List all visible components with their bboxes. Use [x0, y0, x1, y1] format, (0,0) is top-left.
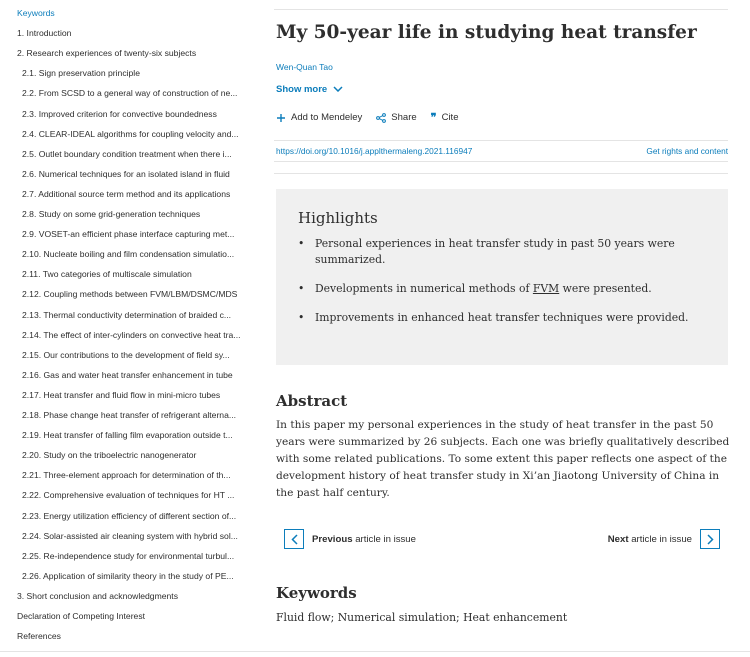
bottom-divider: [0, 651, 750, 652]
outline-item[interactable]: 2.13. Thermal conductivity determination of braided c...: [22, 309, 232, 320]
outline-item[interactable]: 2.16. Gas and water heat transfer enhancement in tube: [22, 369, 233, 380]
highlights-panel: [276, 189, 728, 365]
rights-link[interactable]: Get rights and content: [646, 146, 728, 156]
outline-item[interactable]: 2.26. Application of similarity theory in the study of PE...: [22, 570, 234, 581]
outline-item[interactable]: 2.8. Study on some grid-generation techniques: [22, 209, 201, 219]
outline-item[interactable]: 2.19. Heat transfer of falling film evaporation outside t...: [22, 430, 233, 441]
add-to-mendeley-button[interactable]: [276, 112, 362, 123]
outline-item[interactable]: 2.24. Solar-assisted air cleaning system with hybrid sol...: [22, 530, 238, 541]
next-article-button[interactable]: [608, 529, 720, 549]
outline-item[interactable]: 2. Research experiences of twenty-six subjects: [17, 48, 197, 59]
outline-item[interactable]: 2.22. Comprehensive evaluation of techniques for HT ...: [22, 490, 235, 501]
outline-item[interactable]: 2.23. Energy utilization efficiency of different section of...: [22, 510, 237, 521]
next-bold: Next: [607, 533, 629, 545]
highlight-item: [298, 281, 706, 297]
outline-item[interactable]: References: [17, 631, 61, 642]
outline-item[interactable]: 2.6. Numerical techniques for an isolated island in fluid: [22, 168, 230, 179]
outline-item[interactable]: 3. Short conclusion and acknowledgments: [17, 590, 178, 601]
share-icon: [376, 113, 386, 123]
abstract-heading: Abstract: [276, 392, 348, 410]
author-link[interactable]: Wen-Quan Tao: [276, 62, 333, 72]
chevron-left-icon: [284, 529, 304, 549]
section-divider: [274, 173, 728, 174]
next-article-label: [608, 534, 692, 545]
plus-icon: [276, 113, 286, 123]
outline-item[interactable]: 1. Introduction: [17, 28, 72, 39]
outline-item[interactable]: 2.7. Additional source term method and its applications: [22, 188, 231, 199]
previous-article-label: [312, 534, 416, 545]
outline-item[interactable]: 2.18. Phase change heat transfer of refrigerant alterna...: [22, 410, 237, 420]
chevron-right-icon: [700, 529, 720, 549]
highlights-list: [298, 236, 706, 326]
keywords-heading: Keywords: [276, 584, 357, 602]
top-divider: [274, 9, 728, 10]
highlight-text: Developments in numerical methods of: [315, 282, 533, 295]
show-more-button[interactable]: [276, 84, 343, 95]
previous-bold: Previous: [312, 533, 353, 545]
article-actions: [276, 111, 472, 124]
next-rest: article in issue: [628, 533, 692, 545]
outline-item[interactable]: 2.9. VOSET-an efficient phase interface capturing met...: [22, 229, 235, 240]
outline-item[interactable]: Keywords: [17, 8, 55, 18]
share-button[interactable]: [376, 112, 416, 123]
show-more-label: Show more: [276, 84, 328, 95]
share-label: Share: [391, 112, 417, 123]
outline-item[interactable]: 2.10. Nucleate boiling and film condensation simulatio...: [22, 249, 235, 260]
outline-item[interactable]: 2.2. From SCSD to a general way of construction of ne...: [22, 88, 238, 99]
quote-icon: ❞: [430, 111, 437, 124]
outline-item[interactable]: 2.14. The effect of inter-cylinders on convective heat tra...: [22, 329, 241, 340]
article-title: My 50-year life in studying heat transfer: [276, 22, 697, 43]
highlight-item: • Personal experiences in heat transfer study in past 50 years were summarized.: [298, 236, 706, 268]
previous-article-button[interactable]: [284, 529, 416, 549]
cite-label: Cite: [441, 112, 459, 123]
outline-item[interactable]: 2.4. CLEAR-IDEAL algorithms for coupling velocity and...: [22, 128, 239, 139]
issue-navigation: [284, 525, 720, 553]
outline-item[interactable]: 2.21. Three-element approach for determination of th...: [22, 470, 231, 481]
doi-link[interactable]: https://doi.org/10.1016/j.applthermaleng.2021.116947: [276, 146, 473, 156]
outline-item[interactable]: 2.5. Outlet boundary condition treatment when there i...: [22, 148, 232, 159]
mendeley-label: Add to Mendeley: [291, 112, 363, 123]
highlight-text: were presented.: [559, 282, 652, 295]
outline-item[interactable]: 2.12. Coupling methods between FVM/LBM/DSMC/MDS: [22, 289, 238, 300]
outline-item[interactable]: 2.3. Improved criterion for convective boundedness: [22, 108, 217, 119]
outline-item[interactable]: 2.20. Study on the triboelectric nanogenerator: [22, 450, 197, 461]
outline-item[interactable]: 2.17. Heat transfer and fluid flow in mini-micro tubes: [22, 389, 221, 400]
keywords-values: Fluid flow; Numerical simulation; Heat enhancement: [276, 611, 568, 624]
outline-item[interactable]: 2.25. Re-independence study for environmental turbul...: [22, 550, 235, 561]
doi-row: [274, 140, 728, 162]
outline-item[interactable]: Declaration of Competing Interest: [17, 611, 146, 621]
abstract-text: In this paper my personal experiences in the study of heat transfer in the past 50 years were summarized by 26 subjects. Each one was briefly qualitatively described with some related publications. To some extent this paper reflects one aspect of the development history of heat transfer study in Xi’an Jiaotong University of China in the past half century.: [276, 419, 730, 499]
outline-item[interactable]: 2.15. Our contributions to the development of field sy...: [22, 349, 230, 360]
outline-item[interactable]: 2.1. Sign preservation principle: [22, 68, 140, 79]
outline-item[interactable]: 2.11. Two categories of multiscale simulation: [22, 269, 192, 280]
article-outline: [0, 0, 262, 657]
highlight-item: • Improvements in enhanced heat transfer techniques were provided.: [298, 310, 706, 326]
fvm-term-link[interactable]: FVM: [532, 282, 560, 295]
previous-rest: article in issue: [352, 533, 416, 545]
chevron-down-icon: [333, 84, 343, 95]
highlights-heading: Highlights: [298, 209, 378, 227]
cite-button[interactable]: [431, 111, 459, 124]
